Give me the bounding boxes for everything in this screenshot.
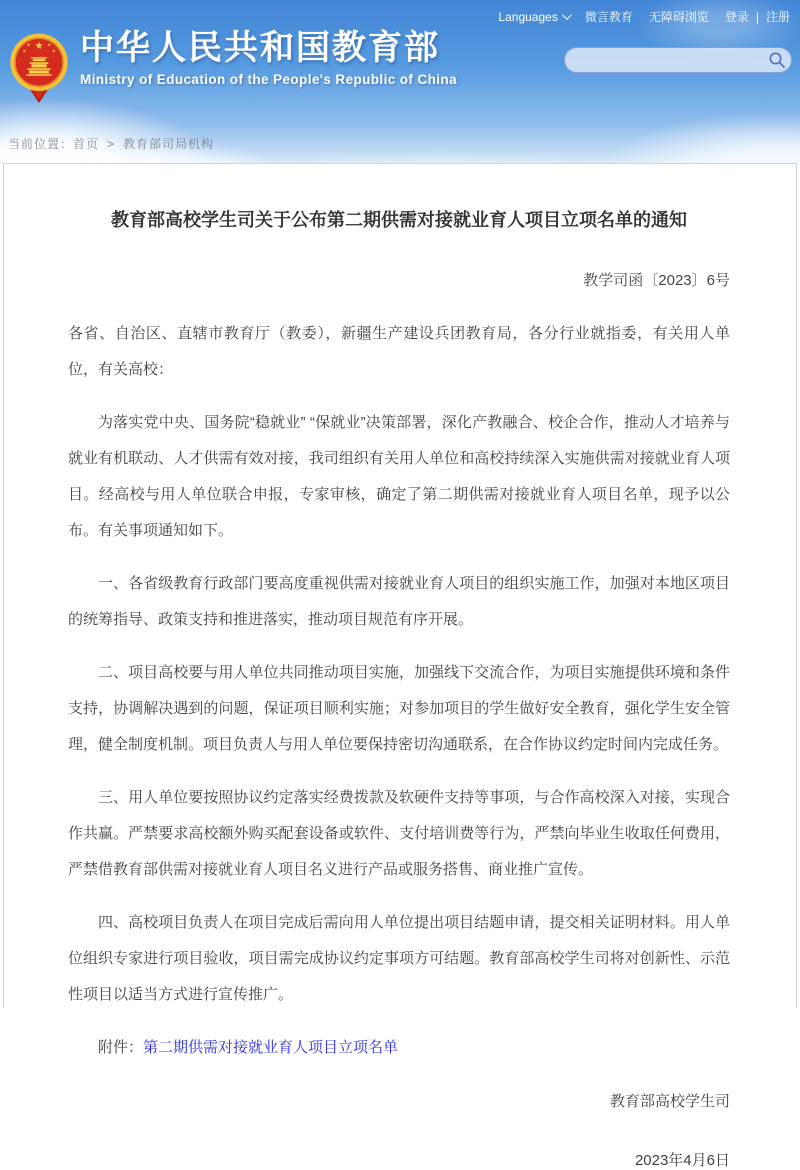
search-input[interactable] [565, 48, 763, 72]
site-header [0, 0, 800, 163]
top-links-bar [498, 8, 790, 25]
paragraph-intro: 为落实党中央、国务院“稳就业” “保就业”决策部署，深化产教融合、校企合作，推动人才培养与就业有机联动、人才供需有效对接，我司组织有关用人单位和高校持续深入实施供需对接就业育人项目。经高校与用人单位联合申报，专家审核，确定了第二期供需对接就业育人项目名单，现予以公布。有关事项通知如下。 [68, 414, 730, 539]
paragraph-item-3: 三、用人单位要按照协议约定落实经费拨款及软硬件支持等事项，与合作高校深入对接，实现合作共赢。严禁要求高校额外购买配套设备或软件、支付培训费等行为，严禁向毕业生收取任何费用，严禁借教育部供需对接就业育人项目名义进行产品或服务搭售、商业推广宣传。 [68, 789, 730, 878]
register-link[interactable]: 注册 [765, 10, 790, 24]
site-subtitle: Ministry of Education of the People's Republic of China [80, 72, 457, 87]
login-link[interactable]: 登录 [724, 10, 749, 24]
attachment-line [68, 1030, 730, 1066]
site-title: 中华人民共和国教育部 [80, 29, 440, 67]
salutation-paragraph: 各省、自治区、直辖市教育厅（教委），新疆生产建设兵团教育局，各分行业就指委，有关用人单位，有关高校： [68, 325, 730, 378]
paragraph-item-2: 二、项目高校要与用人单位共同推动项目实施，加强线下交流合作，为项目实施提供环境和条件支持，协调解决遇到的问题，保证项目顺利实施；对参加项目的学生做好安全教育，强化学生安全管理，健全制度机制。项目负责人与用人单位要保持密切沟通联系，在合作协议约定时间内完成任务。 [68, 664, 730, 753]
breadcrumb-current[interactable]: 教育部司局机构 [123, 137, 215, 151]
login-register-divider: | [755, 9, 759, 24]
languages-label: Languages [498, 9, 558, 24]
paragraph-item-4: 四、高校项目负责人在项目完成后需向用人单位提出项目结题申请，提交相关证明材料。用人单位组织专家进行项目验收，项目需完成协议约定事项方可结题。教育部高校学生司将对创新性、示范性项目以适当方式进行宣传推广。 [68, 914, 730, 1003]
document-date: 2023年4月6日 [634, 1152, 730, 1169]
signature: 教育部高校学生司 [609, 1093, 730, 1110]
breadcrumb [8, 135, 214, 152]
search-box [564, 47, 792, 73]
breadcrumb-home[interactable]: 首页 [73, 137, 100, 151]
breadcrumb-label: 当前位置： [8, 137, 74, 151]
document-number: 教学司函〔2023〕6号 [583, 272, 730, 289]
attachment-link[interactable]: 第二期供需对接就业育人项目立项名单 [143, 1039, 399, 1056]
login-register-group [725, 8, 790, 25]
chevron-down-icon [562, 10, 572, 20]
attachment-label: 附件： [98, 1039, 144, 1056]
accessibility-link[interactable]: 无障碍浏览 [648, 10, 709, 24]
search-icon [768, 51, 786, 69]
document-panel [3, 163, 797, 1169]
breadcrumb-separator: > [107, 137, 116, 151]
search-button[interactable] [763, 48, 791, 72]
page-title: 教育部高校学生司关于公布第二期供需对接就业育人项目立项名单的通知 [111, 210, 687, 230]
document-body [68, 316, 730, 1066]
languages-menu[interactable] [498, 10, 568, 24]
paragraph-item-1: 一、各省级教育行政部门要高度重视供需对接就业育人项目的组织实施工作，加强对本地区项目的统筹指导、政策支持和推进落实，推动项目规范有序开展。 [68, 575, 730, 628]
site-brand[interactable] [10, 26, 457, 105]
national-emblem-icon [10, 31, 68, 105]
brand-text [80, 26, 457, 87]
weiyan-link[interactable]: 微言教育 [584, 10, 633, 24]
